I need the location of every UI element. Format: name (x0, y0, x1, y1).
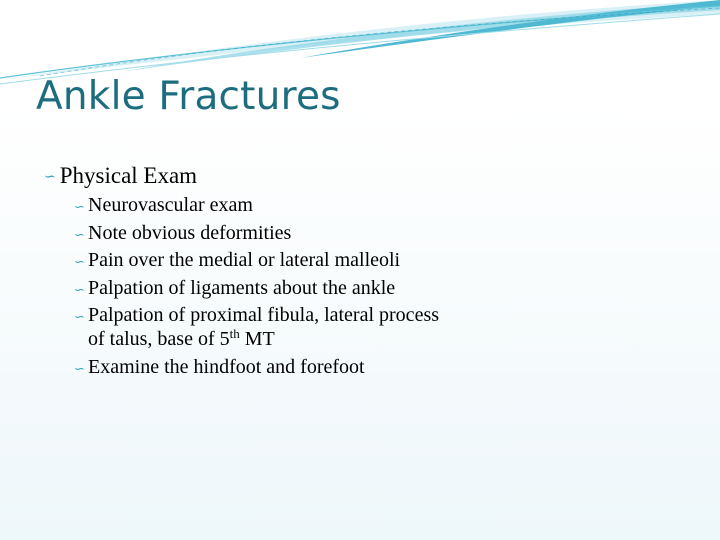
list-item (74, 277, 554, 301)
level1-bullet (44, 163, 197, 189)
wave-dingbat-icon: ∽ (44, 170, 56, 185)
bullet-text-part: of talus, base of 5 (88, 327, 230, 350)
bullet-text: Note obvious deformities (88, 221, 292, 244)
wave-dingbat-icon: ∽ (74, 309, 85, 325)
list-item (74, 194, 554, 218)
level1-label: Physical Exam (59, 163, 198, 188)
bullet-text-line2 (88, 325, 554, 352)
list-item (74, 222, 554, 246)
bullet-text: Neurovascular exam (88, 194, 253, 216)
list-item (74, 304, 554, 351)
bullet-text: Palpation of ligaments about the ankle (88, 276, 396, 299)
bullet-text-line1: Palpation of proximal fibula, lateral process (88, 304, 440, 327)
slide-title: Ankle Fractures (36, 74, 341, 119)
superscript: th (229, 325, 240, 341)
wave-dingbat-icon: ∽ (74, 199, 85, 214)
wave-dingbat-icon: ∽ (74, 226, 85, 242)
bullet-text: Pain over the medial or lateral malleoli (88, 249, 401, 272)
list-item (74, 356, 554, 380)
wave-dingbat-icon: ∽ (74, 281, 85, 297)
list-item (74, 249, 554, 273)
wave-dingbat-icon: ∽ (74, 360, 85, 376)
sub-bullet-list (74, 194, 554, 383)
bullet-text: Examine the hindfoot and forefoot (88, 355, 365, 378)
wave-dingbat-icon: ∽ (74, 254, 85, 270)
bullet-text-part: MT (239, 327, 275, 350)
